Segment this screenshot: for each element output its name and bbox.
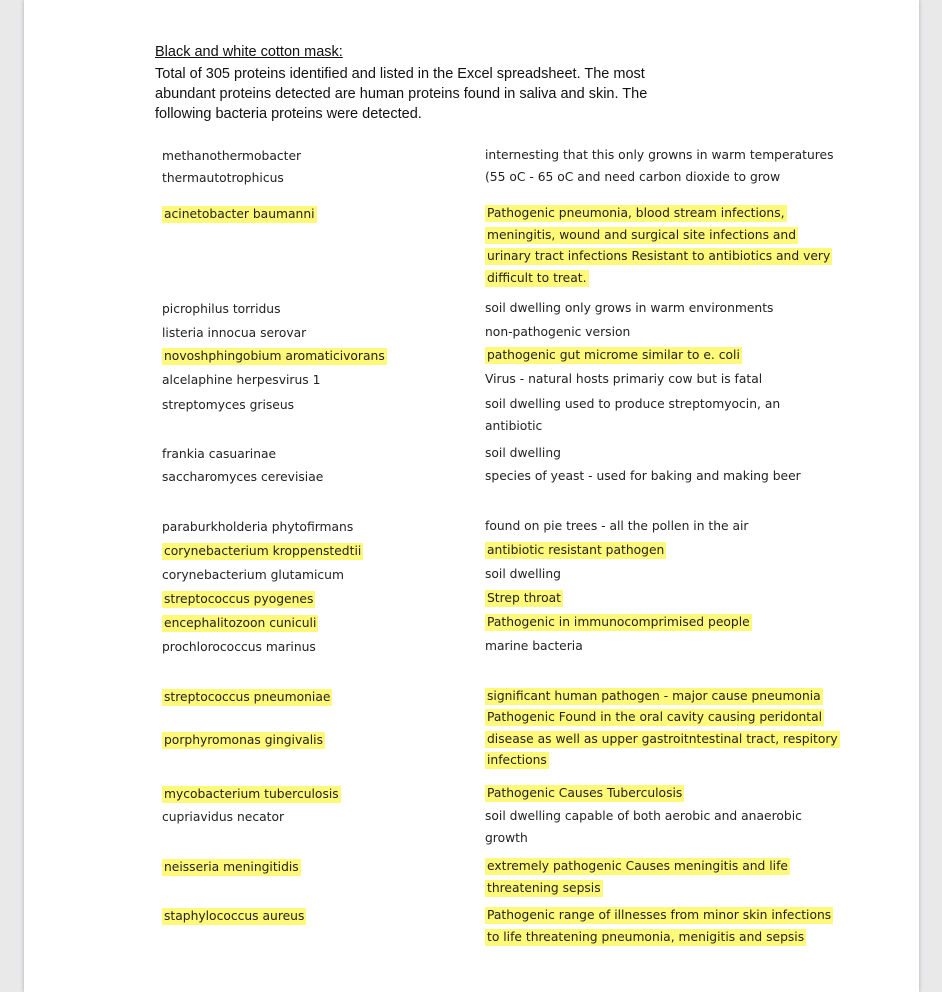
organism-note-line: threatening sepsis bbox=[487, 880, 601, 895]
organism-note-line: Pathogenic range of illnesses from minor skin infections bbox=[487, 908, 832, 922]
organism-name-line: saccharomyces cerevisiae bbox=[162, 470, 324, 484]
organism-note-line: Strep throat bbox=[487, 591, 561, 605]
organism-note-line: difficult to treat. bbox=[487, 270, 587, 285]
organism-name bbox=[162, 322, 306, 344]
organism-note bbox=[485, 564, 897, 586]
organism-note-line: antibiotic bbox=[485, 418, 543, 433]
organism-note-line: soil dwelling capable of both aerobic and anaerobic bbox=[485, 809, 802, 823]
organism-note bbox=[485, 443, 897, 465]
organism-note-line: meningitis, wound and surgical site infections and bbox=[487, 227, 797, 242]
organism-note bbox=[485, 516, 897, 538]
organism-note-line: Virus - natural hosts primariy cow but is fatal bbox=[485, 372, 763, 386]
organism-name-line: methanothermobacter bbox=[162, 149, 302, 163]
organism-note-line: non-pathogenic version bbox=[485, 325, 631, 339]
document-page bbox=[24, 0, 919, 992]
organism-name-line: staphylococcus aureus bbox=[164, 909, 305, 923]
organism-note bbox=[485, 636, 897, 658]
organism-name-line: frankia casuarinae bbox=[162, 447, 277, 461]
organism-name bbox=[162, 540, 363, 562]
organism-name bbox=[162, 905, 306, 927]
organism-name-line: paraburkholderia phytofirmans bbox=[162, 520, 354, 534]
organism-note-line: internesting that this only growns in warm temperatures bbox=[485, 148, 834, 162]
organism-name bbox=[162, 394, 294, 416]
organism-name-line: listeria innocua serovar bbox=[162, 326, 307, 340]
organism-note bbox=[485, 322, 897, 344]
organism-note bbox=[485, 298, 897, 320]
organism-name bbox=[162, 564, 344, 586]
organism-note bbox=[485, 145, 897, 188]
organism-note-line: Pathogenic Causes Tuberculosis bbox=[487, 786, 683, 800]
organism-name bbox=[162, 588, 315, 610]
organism-name-line: corynebacterium kroppenstedtii bbox=[164, 544, 362, 558]
organism-note-line: soil dwelling bbox=[485, 446, 561, 460]
organism-name bbox=[162, 783, 341, 805]
intro-line: abundant proteins detected are human proteins found in saliva and skin. The bbox=[155, 86, 648, 102]
organism-note-line: soil dwelling bbox=[485, 567, 561, 581]
organism-name bbox=[162, 443, 276, 465]
organism-note-line: (55 oC - 65 oC and need carbon dioxide to grow bbox=[485, 169, 781, 184]
organism-name-line: acinetobacter baumanni bbox=[164, 207, 315, 221]
organism-note-line: found on pie trees - all the pollen in the air bbox=[485, 519, 749, 533]
organism-note bbox=[485, 612, 897, 634]
organism-note-line: marine bacteria bbox=[485, 639, 583, 653]
organism-note bbox=[485, 707, 897, 772]
organism-note-line: soil dwelling used to produce streptomyocin, an bbox=[485, 397, 781, 411]
organism-note bbox=[485, 905, 897, 948]
organism-note-line: growth bbox=[485, 830, 528, 845]
organism-name bbox=[162, 729, 325, 751]
organism-name-line: streptococcus pyogenes bbox=[164, 592, 314, 606]
organism-note bbox=[485, 783, 897, 805]
organism-note bbox=[485, 369, 897, 391]
organism-note-line: urinary tract infections Resistant to antibiotics and very bbox=[487, 249, 831, 263]
intro-line: following bacteria proteins were detected. bbox=[155, 106, 422, 122]
organism-name bbox=[162, 806, 284, 828]
organism-note bbox=[485, 686, 897, 708]
organism-name bbox=[162, 636, 316, 658]
organism-note bbox=[485, 856, 897, 899]
organism-note-line: Pathogenic Found in the oral cavity causing peridontal bbox=[487, 710, 823, 724]
intro-line: Total of 305 proteins identified and listed in the Excel spreadsheet. The most bbox=[155, 66, 645, 82]
organism-note bbox=[485, 806, 897, 849]
organism-name bbox=[162, 298, 281, 320]
organism-name-line: novoshphingobium aromaticivorans bbox=[164, 349, 385, 363]
organism-note-line: disease as well as upper gastroitntestinal tract, respitory bbox=[487, 731, 838, 746]
organism-name-line: thermautotrophicus bbox=[162, 171, 284, 185]
organism-name-line: mycobacterium tuberculosis bbox=[164, 787, 339, 801]
organism-name-line: alcelaphine herpesvirus 1 bbox=[162, 373, 321, 387]
organism-name-line: corynebacterium glutamicum bbox=[162, 568, 344, 582]
organism-name-line: prochlorococcus marinus bbox=[162, 640, 316, 654]
organism-note-line: Pathogenic in immunocomprimised people bbox=[487, 615, 750, 629]
organism-name bbox=[162, 856, 301, 878]
organism-name bbox=[162, 686, 332, 708]
organism-name-line: neisseria meningitidis bbox=[164, 860, 299, 874]
organism-note bbox=[485, 203, 897, 289]
organism-note-line: species of yeast - used for baking and making beer bbox=[485, 469, 801, 483]
organism-note-line: antibiotic resistant pathogen bbox=[487, 543, 665, 557]
organism-note-line: pathogenic gut microme similar to e. coli bbox=[487, 348, 740, 362]
organism-name-line: picrophilus torridus bbox=[162, 302, 281, 316]
organism-note bbox=[485, 588, 897, 610]
organism-name bbox=[162, 516, 353, 538]
organism-note-line: significant human pathogen - major cause pneumonia bbox=[487, 689, 821, 703]
organism-name bbox=[162, 145, 301, 189]
organism-name bbox=[162, 345, 387, 367]
organism-name-line: streptomyces griseus bbox=[162, 398, 295, 412]
organism-note-line: extremely pathogenic Causes meningitis and life bbox=[487, 859, 788, 873]
organism-note-line: Pathogenic pneumonia, blood stream infections, bbox=[487, 206, 785, 220]
organism-name-line: streptococcus pneumoniae bbox=[164, 690, 331, 704]
section-heading: Black and white cotton mask: bbox=[155, 44, 343, 60]
organism-note bbox=[485, 394, 897, 437]
organism-name bbox=[162, 612, 318, 634]
organism-note bbox=[485, 466, 897, 488]
organism-note bbox=[485, 345, 897, 367]
organism-name-line: porphyromonas gingivalis bbox=[164, 733, 324, 747]
organism-name-line: encephalitozoon cuniculi bbox=[164, 616, 317, 630]
organism-name bbox=[162, 369, 320, 391]
organism-note-line: infections bbox=[487, 753, 547, 767]
intro-paragraph bbox=[155, 64, 795, 124]
organism-note-line: soil dwelling only grows in warm environments bbox=[485, 301, 774, 315]
organism-name-line: cupriavidus necator bbox=[162, 810, 285, 824]
organism-note bbox=[485, 540, 897, 562]
organism-name bbox=[162, 466, 323, 488]
organism-note-line: to life threatening pneumonia, menigitis and sepsis bbox=[487, 929, 805, 944]
organism-name bbox=[162, 203, 317, 225]
